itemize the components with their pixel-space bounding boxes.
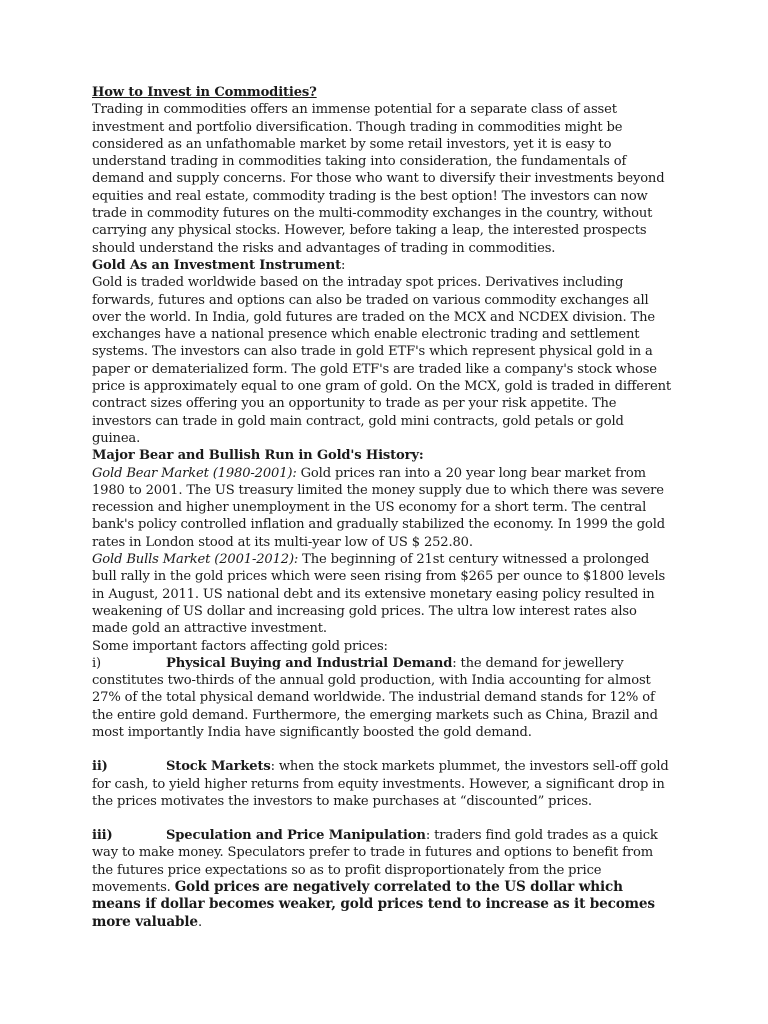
gold-heading-colon: : [341,257,346,273]
gold-heading [92,257,672,274]
factor-number: iii) [92,828,113,844]
history-heading: Major Bear and Bullish Run in Gold's History: [92,448,424,464]
spacer [92,741,672,758]
factor-text: : when the stock markets plummet, the investors sell-off gold for cash, to yield higher returns from equity investments. However, a significant drop in the prices motivates the investors to make purchases at “discounted” prices. [92,759,669,809]
gold-paragraph: Gold is traded worldwide based on the intraday spot prices. Derivatives including forwards, futures and options can also be traded on various commodity exchanges all over the world. In India, gold futures are traded on the MCX and NCDEX division. The exchanges have a national presence which enable electronic trading and settlement systems. The investors can also trade in gold ETF's which represent physical gold in a paper or dematerialized form. The gold ETF's are traded like a company's stock whose price is approximately equal to one gram of gold. On the MCX, gold is traded in different contract sizes offering you an opportunity to trade as per your risk appetite. The investors can trade in gold main contract, gold mini contracts, gold petals or gold guinea. [92,275,671,446]
factor-title: Physical Buying and Industrial Demand [166,655,453,671]
conclusion-end: . [197,914,202,930]
conclusion-text: Gold prices are negatively correlated to the US dollar which means if dollar becomes weaker, gold prices tend to increase as it becomes more valuable [92,879,655,930]
bull-market-text: The beginning of 21st century witnessed a prolonged bull rally in the gold prices which were seen rising from $265 per ounce to $1800 levels in August, 2011. US national debt and its extensive monetary easing policy resulted in weakening of US dollar and increasing gold prices. The ultra low interest rates also made gold an attractive investment. [92,552,666,637]
page-title: How to Invest in Commodities? [92,85,317,100]
factor-title: Speculation and Price Manipulation [166,828,426,844]
gold-heading-text: Gold As an Investment Instrument [92,257,342,273]
bear-market-label: Gold Bear Market (1980-2001): [92,465,297,481]
factors-intro: Some important factors affecting gold prices: [92,638,388,654]
factor-text: : the demand for jewellery constitutes two-thirds of the annual gold production, with India accounting for almost 27% of the total physical demand worldwide. The industrial demand stands for 12% of the entire gold demand. Furthermore, the emerging markets such as China, Brazil and most importantly India have significantly boosted the gold demand. [92,655,658,740]
factor-text: : traders find gold trades as a quick way to make money. Speculators prefer to trade in futures and options to benefit from the futures price expectations so as to profit disproportionately from the price movements. [92,828,658,896]
bull-market-label: Gold Bulls Market (2001-2012): [92,552,299,568]
article-body [92,84,672,931]
factor-item [92,758,672,810]
factor-number: ii) [92,759,108,775]
bear-market-text: Gold prices ran into a 20 year long bear market from 1980 to 2001. The US treasury limited the money supply due to which there was severe recession and higher unemployment in the US economy for a short term. The central bank's policy controlled inflation and gradually stabilized the economy. In 1999 the gold rates in London stood at its multi-year low of US $ 252.80. [92,465,666,550]
spacer [92,810,672,827]
bear-market-paragraph [92,465,672,551]
factor-item [92,827,672,931]
intro-paragraph: Trading in commodities offers an immense potential for a separate class of asset investment and portfolio diversification. Though trading in commodities might be considered as an unfathomable market by some retail investors, yet it is easy to understand trading in commodities taking into consideration, the fundamentals of demand and supply concerns. For those who want to diversify their investments beyond equities and real estate, commodity trading is the best option! The investors can now trade in commodity futures on the multi-commodity exchanges in the country, without carrying any physical stocks. However, before taking a leap, the interested prospects should understand the risks and advantages of trading in commodities. [92,102,665,256]
factor-item [92,655,672,741]
factor-number: i) [92,655,101,671]
bull-market-paragraph [92,551,672,637]
factor-title: Stock Markets [166,759,271,775]
